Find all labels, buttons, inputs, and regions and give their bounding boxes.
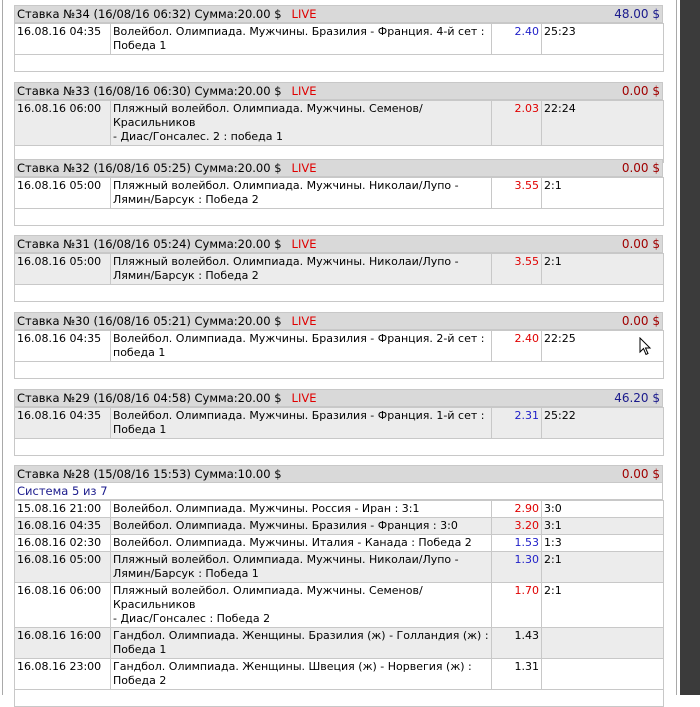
event-description: [111, 628, 492, 659]
event-score: 22:25: [542, 331, 664, 362]
event-description: [111, 583, 492, 628]
event-description-line2: Победа 2: [113, 674, 167, 687]
bet-title: [17, 6, 316, 22]
event-odds: 2.40: [492, 331, 542, 362]
bet-title-text: Ставка №30 (16/08/16 05:21) Сумма:20.00 $: [17, 314, 282, 328]
live-badge: LIVE: [291, 7, 317, 21]
event-score: 2:1: [542, 178, 664, 209]
system-events-table: [14, 500, 664, 707]
bet-block-system: [14, 465, 663, 707]
event-date: 16.08.16 05:00: [15, 178, 111, 209]
spacer-row: [15, 285, 664, 302]
event-description: [111, 254, 492, 285]
event-description: [111, 178, 492, 209]
bet-block: [14, 389, 663, 456]
spacer-cell: [15, 439, 664, 456]
event-description-line1: Пляжный волейбол. Олимпиада. Мужчины. Семенов/Красильников: [113, 102, 423, 129]
bet-payout-amount: 0.00 $: [621, 467, 660, 481]
bet-block: [14, 82, 663, 163]
event-odds: 1.43: [492, 628, 542, 659]
bet-title-text: Ставка №34 (16/08/16 06:32) Сумма:20.00 $: [17, 7, 282, 21]
bet-title: [17, 160, 316, 176]
event-row: [15, 501, 664, 518]
event-score: 2:1: [542, 254, 664, 285]
event-odds: 2.40: [492, 24, 542, 55]
live-badge: LIVE: [291, 391, 317, 405]
event-date: 16.08.16 06:00: [15, 101, 111, 146]
spacer-row: [15, 439, 664, 456]
event-description: [111, 331, 492, 362]
event-row: [15, 331, 664, 362]
event-description: [111, 659, 492, 690]
event-description-line2: победа 1: [113, 346, 166, 359]
event-description-line1: Пляжный волейбол. Олимпиада. Мужчины. Николаи/Лупо -: [113, 179, 459, 192]
spacer-cell: [15, 690, 664, 707]
bet-title-text: Ставка №33 (16/08/16 06:30) Сумма:20.00 $: [17, 84, 282, 98]
event-row: [15, 254, 664, 285]
event-date: 16.08.16 04:35: [15, 408, 111, 439]
bet-block: [14, 5, 663, 72]
event-score: 25:23: [542, 24, 664, 55]
live-badge: LIVE: [291, 237, 317, 251]
event-description: [111, 535, 492, 552]
event-row: [15, 552, 664, 583]
event-description: [111, 101, 492, 146]
event-odds: 1.31: [492, 659, 542, 690]
bet-title-text: Ставка №29 (16/08/16 04:58) Сумма:20.00 $: [17, 391, 282, 405]
event-date: 16.08.16 16:00: [15, 628, 111, 659]
event-date: 15.08.16 21:00: [15, 501, 111, 518]
left-border: [2, 0, 3, 695]
event-odds: 3.55: [492, 254, 542, 285]
event-description-line2: Лямин/Барсук : Победа 2: [113, 193, 259, 206]
event-row: [15, 408, 664, 439]
event-odds: 1.53: [492, 535, 542, 552]
event-description-line1: Гандбол. Олимпиада. Женщины. Швеция (ж) - Норвегия (ж) :: [113, 660, 472, 673]
event-description-line1: Волейбол. Олимпиада. Мужчины. Италия - Канада : Победа 2: [113, 536, 472, 549]
live-badge: LIVE: [291, 84, 317, 98]
right-border: [676, 0, 677, 695]
event-date: 16.08.16 05:00: [15, 254, 111, 285]
bet-block: [14, 312, 663, 379]
event-description: [111, 24, 492, 55]
bet-header: [14, 389, 663, 407]
event-odds: 2.03: [492, 101, 542, 146]
event-score: 3:1: [542, 518, 664, 535]
bet-header: [14, 465, 663, 483]
event-odds: 2.31: [492, 408, 542, 439]
bet-events-table: [14, 253, 664, 302]
event-description-line1: Волейбол. Олимпиада. Мужчины. Бразилия - Франция : 3:0: [113, 519, 458, 532]
event-date: 16.08.16 04:35: [15, 518, 111, 535]
bet-title: [17, 83, 316, 99]
bet-events-table: [14, 100, 664, 163]
event-date: 16.08.16 02:30: [15, 535, 111, 552]
bet-payout-amount: 48.00 $: [614, 7, 660, 21]
event-description-line1: Волейбол. Олимпиада. Мужчины. Россия - Иран : 3:1: [113, 502, 420, 515]
bet-title: [17, 466, 282, 482]
spacer-cell: [15, 285, 664, 302]
event-odds: 1.70: [492, 583, 542, 628]
bet-title: [17, 236, 316, 252]
bet-header: [14, 5, 663, 23]
event-description-line1: Пляжный волейбол. Олимпиада. Мужчины. Семенов/Красильников: [113, 584, 423, 611]
event-row: [15, 583, 664, 628]
event-date: 16.08.16 04:35: [15, 331, 111, 362]
event-row: [15, 535, 664, 552]
event-score: 25:22: [542, 408, 664, 439]
bet-events-table: [14, 330, 664, 379]
event-score: 1:3: [542, 535, 664, 552]
event-row: [15, 178, 664, 209]
event-odds: 1.30: [492, 552, 542, 583]
bet-header: [14, 159, 663, 177]
event-date: 16.08.16 04:35: [15, 24, 111, 55]
event-date: 16.08.16 06:00: [15, 583, 111, 628]
event-description: [111, 408, 492, 439]
event-row: [15, 24, 664, 55]
bet-payout-amount: 0.00 $: [621, 84, 660, 98]
bet-title-text: Ставка №31 (16/08/16 05:24) Сумма:20.00 $: [17, 237, 282, 251]
event-description-line1: Волейбол. Олимпиада. Мужчины. Бразилия - Франция. 1-й сет :: [113, 409, 485, 422]
event-score: 2:1: [542, 552, 664, 583]
event-description-line2: Победа 1: [113, 39, 167, 52]
bet-title-text: Ставка №28 (15/08/16 15:53) Сумма:10.00 $: [17, 467, 282, 481]
bet-payout-amount: 0.00 $: [621, 314, 660, 328]
event-odds: 3.55: [492, 178, 542, 209]
event-description: [111, 501, 492, 518]
bet-block: [14, 235, 663, 302]
event-score: [542, 628, 664, 659]
bet-payout-amount: 0.00 $: [621, 161, 660, 175]
bet-title-text: Ставка №32 (16/08/16 05:25) Сумма:20.00 $: [17, 161, 282, 175]
spacer-row: [15, 55, 664, 72]
event-score: 22:24: [542, 101, 664, 146]
bet-payout-amount: 0.00 $: [621, 237, 660, 251]
spacer-cell: [15, 55, 664, 72]
event-description-line2: Лямин/Барсук : Победа 1: [113, 567, 259, 580]
event-odds: 3.20: [492, 518, 542, 535]
event-description-line2: Победа 1: [113, 643, 167, 656]
spacer-row: [15, 209, 664, 226]
mouse-cursor-icon: [639, 337, 653, 357]
scrollbar-track[interactable]: [680, 0, 700, 695]
event-row: [15, 518, 664, 535]
live-badge: LIVE: [291, 314, 317, 328]
event-description-line1: Пляжный волейбол. Олимпиада. Мужчины. Николаи/Лупо -: [113, 255, 459, 268]
event-row: [15, 628, 664, 659]
event-row: [15, 101, 664, 146]
event-description-line2: - Диас/Гонсалес. 2 : победа 1: [113, 130, 283, 143]
system-label: Система 5 из 7: [14, 483, 663, 500]
bet-header: [14, 235, 663, 253]
bet-block: [14, 159, 663, 226]
event-description-line2: Победа 1: [113, 423, 167, 436]
live-badge: LIVE: [291, 161, 317, 175]
event-description: [111, 552, 492, 583]
event-description-line2: Лямин/Барсук : Победа 2: [113, 269, 259, 282]
event-description: [111, 518, 492, 535]
bet-title: [17, 313, 316, 329]
bet-events-table: [14, 177, 664, 226]
event-date: 16.08.16 05:00: [15, 552, 111, 583]
bet-events-table: [14, 23, 664, 72]
spacer-row: [15, 362, 664, 379]
spacer-cell: [15, 362, 664, 379]
event-description-line1: Волейбол. Олимпиада. Мужчины. Бразилия - Франция. 2-й сет :: [113, 332, 485, 345]
event-description-line1: Гандбол. Олимпиада. Женщины. Бразилия (ж) - Голландия (ж) :: [113, 629, 489, 642]
spacer-row: [15, 690, 664, 707]
bet-header: [14, 312, 663, 330]
event-score: 3:0: [542, 501, 664, 518]
spacer-cell: [15, 209, 664, 226]
event-score: [542, 659, 664, 690]
event-date: 16.08.16 23:00: [15, 659, 111, 690]
bet-events-table: [14, 407, 664, 456]
event-row: [15, 659, 664, 690]
event-description-line1: Волейбол. Олимпиада. Мужчины. Бразилия - Франция. 4-й сет :: [113, 25, 485, 38]
event-score: 2:1: [542, 583, 664, 628]
event-description-line2: - Диас/Гонсалес : Победа 2: [113, 612, 271, 625]
bet-payout-amount: 46.20 $: [614, 391, 660, 405]
bet-header: [14, 82, 663, 100]
bet-title: [17, 390, 316, 406]
event-odds: 2.90: [492, 501, 542, 518]
event-description-line1: Пляжный волейбол. Олимпиада. Мужчины. Николаи/Лупо -: [113, 553, 459, 566]
